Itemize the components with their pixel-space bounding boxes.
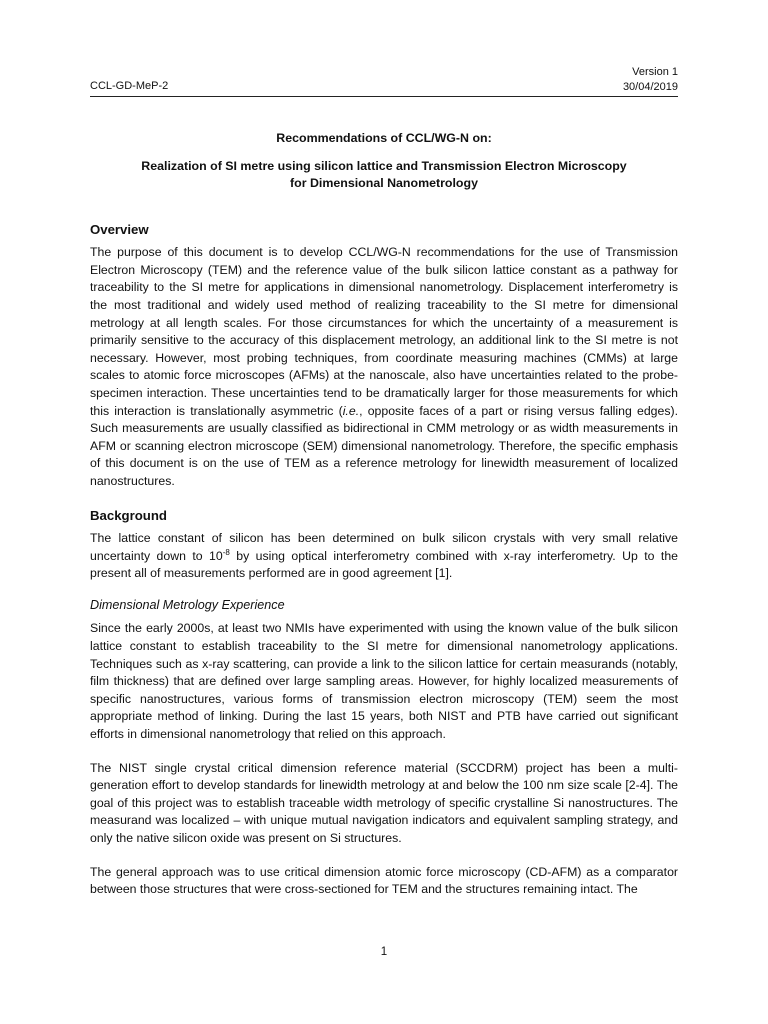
background-heading: Background: [90, 507, 167, 523]
dimensional-metrology-paragraph-2: The NIST single crystal critical dimension reference material (SCCDRM) project has been a multi-generation effort to develop standards for linewidth metrology at and below the 100 nm size scale [2-4]. The goal of this project was to establish traceable width metrology of specific crystalline Si nanostructures. The measurand was localized – with unique mutual navigation indicators and equivalent sampling strategy, and only the native silicon oxide was present on Si structures.: [90, 760, 678, 845]
background-exponent: -8: [222, 547, 230, 557]
document-id: CCL-GD-MeP-2: [90, 80, 169, 92]
header-rule: [90, 96, 678, 97]
document-title-line1: Recommendations of CCL/WG-N on:: [276, 131, 492, 145]
page-number: 1: [380, 946, 388, 958]
background-text-a: The lattice constant of silicon has been determined on bulk silicon crystals with very small relative uncertainty down to 10: [90, 531, 678, 563]
dimensional-metrology-heading: Dimensional Metrology Experience: [90, 597, 285, 612]
version-block: [623, 65, 678, 95]
overview-text-ie: i.e.: [342, 403, 360, 418]
document-body: [90, 130, 678, 899]
version-label: Version 1: [632, 66, 678, 78]
dimensional-metrology-paragraph-1: Since the early 2000s, at least two NMIs have experimented with using the known value of the bulk silicon lattice constant to establish traceability to the SI metre for dimensional nanometrology applications. Techniques such as x-ray scattering, can provide a link to the silicon lattice for certain measurands (notably, film thickness) that are defined over large sampling areas. However, for highly localized measurements of specific nanostructures, various forms of transmission electron microscopy (TEM) seem the most appropriate method of linking. During the last 15 years, both NIST and PTB have carried out significant efforts in dimensional nanometrology that relied on this approach.: [90, 621, 678, 742]
overview-text-a: The purpose of this document is to develop CCL/WG-N recommendations for the use of Transmission Electron Microscopy (TEM) and the reference value of the bulk silicon lattice constant as a pathway for traceability to the SI metre for applications in dimensional nanometrology. Displacement interferometry is the most traditional and widely used method of realizing traceability to the SI metre for dimensional metrology at all length scales. For those circumstances for which the uncertainty of a measurement is primarily sensitive to the accuracy of this displacement metrology, an additional link to the SI metre is not necessary. However, most probing techniques, from coordinate measuring machines (CMMs) at large scales to atomic force microscopes (AFMs) at the nanoscale, also have uncertainties related to the probe-specimen interaction. These uncertainties tend to be dramatically larger for those measurements for which this interaction is translationally asymmetric (: [90, 245, 678, 418]
document-title-line2: Realization of SI metre using silicon lattice and Transmission Electron Microscopy: [141, 158, 627, 173]
overview-paragraph: [90, 244, 678, 490]
overview-text-b: , opposite faces of a part or rising versus falling edges). Such measurements are usually classified as bidirectional in CMM metrology or as width measurements in AFM or scanning electron microscope (SEM) dimensional nanometrology. Therefore, the specific emphasis of this document is on the use of TEM as a reference metrology for linewidth measurement of localized nanostructures.: [90, 403, 678, 488]
overview-heading: Overview: [90, 221, 149, 237]
document-title-line3: for Dimensional Nanometrology: [290, 176, 478, 191]
background-paragraph: [90, 530, 678, 583]
background-text-b: by using optical interferometry combined with x-ray interferometry. Up to the present all of measurements performed are in good agreement [1].: [90, 548, 678, 581]
document-title: [90, 158, 678, 193]
document-date: 30/04/2019: [622, 81, 678, 93]
dimensional-metrology-paragraph-3: The general approach was to use critical dimension atomic force microscopy (CD-AFM) as a comparator between those structures that were cross-sectioned for TEM and the structures remaining intact. The: [90, 864, 678, 897]
